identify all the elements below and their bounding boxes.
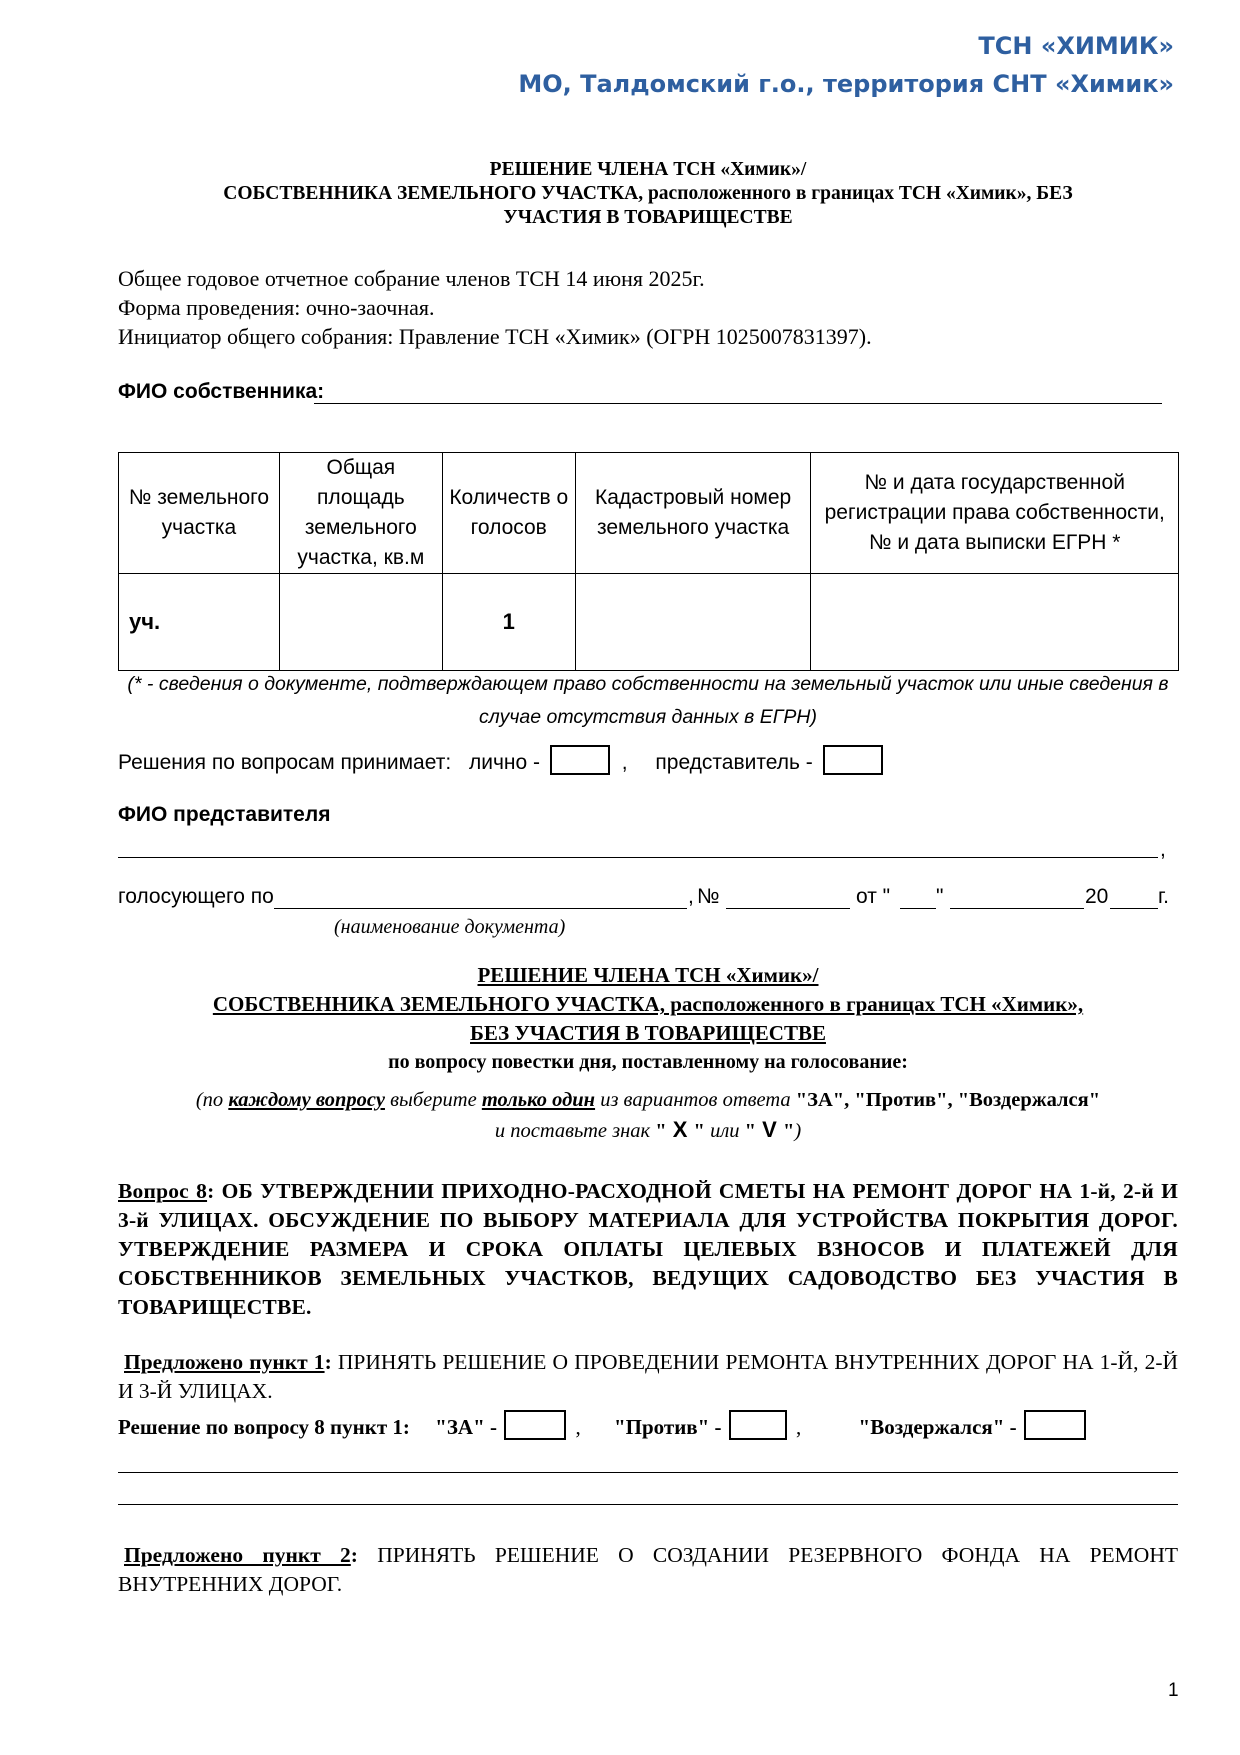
title-line: УЧАСТИЯ В ТОВАРИЩЕСТВЕ	[503, 207, 793, 228]
colon: :	[350, 1543, 358, 1567]
meeting-form: Форма проведения: очно-заочная.	[118, 295, 435, 320]
vote-for-checkbox[interactable]	[504, 1410, 566, 1440]
area-cell[interactable]	[279, 574, 442, 671]
meeting-info	[118, 264, 872, 351]
owner-name-label: ФИО собственника:	[118, 380, 325, 403]
instruction-text: или	[704, 1120, 745, 1142]
proposal-text: ПРИНЯТЬ РЕШЕНИЕ О СОЗДАНИИ РЕЗЕРВНОГО ФОНДА НА РЕМОНТ ВНУТРЕННИХ ДОРОГ.	[118, 1543, 1178, 1596]
registration-cell[interactable]	[811, 574, 1179, 671]
x-mark: X	[666, 1117, 694, 1142]
table-header-cell: № и дата государственной регистрации права собственности, № и дата выписки ЕГРН *	[811, 453, 1179, 574]
document-name-field[interactable]	[274, 908, 687, 909]
cadastral-number-cell[interactable]	[575, 574, 811, 671]
document-number-field[interactable]	[726, 908, 850, 909]
quote-mark: "	[936, 885, 944, 908]
meeting-date: Общее годовое отчетное собрание членов ТСН 14 июня 2025г.	[118, 266, 705, 291]
comment-line[interactable]	[118, 1472, 1178, 1473]
meeting-initiator: Инициатор общего собрания: Правление ТСН «Химик» (ОГРН 1025007831397).	[118, 324, 872, 349]
plot-number-cell[interactable]: уч.	[119, 574, 280, 671]
representative-label: представитель -	[655, 751, 813, 774]
vote-against-label: "Против" -	[613, 1415, 722, 1439]
organization-address: МО, Талдомский г.о., территория СНТ «Химик»	[518, 70, 1174, 98]
document-name-caption: (наименование документа)	[334, 916, 566, 938]
year-prefix: 20	[1085, 885, 1109, 908]
representative-name-field[interactable]	[118, 857, 1158, 858]
proposal-text: ПРИНЯТЬ РЕШЕНИЕ О ПРОВЕДЕНИИ РЕМОНТА ВНУТРЕННИХ ДОРОГ НА 1-Й, 2-Й И 3-Й УЛИЦАХ.	[118, 1350, 1179, 1403]
document-year-field[interactable]	[1110, 908, 1158, 909]
footnote-line: (* - сведения о документе, подтверждающем право собственности на земельный участок или иные сведения в	[127, 673, 1169, 695]
table-header-row	[119, 453, 1179, 574]
proposal-label: Предложено пункт 2	[124, 1543, 351, 1567]
vote-for-label: "ЗА" -	[435, 1415, 497, 1439]
quote-mark: "	[650, 1120, 667, 1142]
voting-instructions	[118, 1086, 1178, 1146]
page-number: 1	[1168, 1680, 1179, 1701]
quote-mark: "	[744, 1120, 757, 1142]
document-day-field[interactable]	[900, 908, 936, 909]
comma: ,	[796, 1415, 802, 1439]
comma: ,	[688, 885, 694, 908]
personal-label: лично -	[469, 751, 541, 774]
table-footnote	[118, 668, 1178, 734]
colon: :	[324, 1350, 332, 1374]
proposal-item-2	[118, 1541, 1178, 1599]
representative-checkbox[interactable]	[823, 745, 883, 775]
vote-abstain-checkbox[interactable]	[1024, 1410, 1086, 1440]
decision-label: Решение по вопросу 8 пункт 1:	[118, 1415, 410, 1439]
quote-mark: "	[782, 1120, 795, 1142]
quote-mark: "	[693, 1120, 705, 1142]
question-8	[118, 1177, 1178, 1322]
answer-options: "ЗА", "Против", "Воздержался"	[795, 1089, 1101, 1111]
organization-name: ТСН «ХИМИК»	[978, 32, 1174, 60]
question-text: : ОБ УТВЕРЖДЕНИИ ПРИХОДНО-РАСХОДНОЙ СМЕТЫ НА РЕМОНТ ДОРОГ НА 1-й, 2-й И 3-й УЛИЦАХ. ОБСУЖДЕНИЕ ПО ВЫБОРУ МАТЕРИАЛА ДЛЯ УСТРОЙСТВА ПОКРЫТИЯ ДОРОГ. УТВЕРЖДЕНИЕ РАЗМЕРА И СРОКА ОПЛАТЫ ЦЕЛЕВЫХ ВЗНОСОВ И ПЛАТЕЖЕЙ ДЛЯ СОБСТВЕННИКОВ ЗЕМЕЛЬНЫХ УЧАСТКОВ, ВЕДУЩИХ САДОВОДСТВО БЕЗ УЧАСТИЯ В ТОВАРИЩЕСТВЕ.	[118, 1179, 1179, 1319]
instruction-text: (по	[195, 1089, 229, 1111]
votes-cell: 1	[442, 574, 575, 671]
title-line: СОБСТВЕННИКА ЗЕМЕЛЬНОГО УЧАСТКА, расположенного в границах ТСН «Химик»,	[212, 992, 1084, 1016]
personal-checkbox[interactable]	[550, 745, 610, 775]
decision-title	[118, 961, 1178, 1077]
instruction-text: из вариантов ответа	[595, 1089, 796, 1111]
instruction-text: выберите	[384, 1089, 482, 1111]
vote-against-checkbox[interactable]	[729, 1410, 787, 1440]
decision-row-item-1	[118, 1410, 1180, 1442]
number-sign: №	[697, 885, 720, 908]
land-plot-table	[118, 452, 1179, 671]
voting-by-label: голосующего по	[118, 885, 274, 908]
proposal-item-1	[118, 1348, 1178, 1406]
table-header-cell: Кадастровый номер земельного участка	[575, 453, 811, 574]
title-line: по вопросу повестки дня, поставленному на голосование:	[388, 1051, 908, 1073]
decision-mode-row	[118, 745, 883, 778]
instruction-text: и поставьте знак	[494, 1120, 651, 1142]
instruction-text: )	[794, 1120, 802, 1142]
comma: ,	[621, 751, 628, 774]
vote-abstain-label: "Воздержался" -	[858, 1415, 1017, 1439]
document-month-field[interactable]	[950, 908, 1084, 909]
document-title	[118, 158, 1178, 230]
table-row	[119, 574, 1179, 671]
footnote-line: случае отсутствия данных в ЕГРН)	[479, 706, 817, 728]
title-line: СОБСТВЕННИКА ЗЕМЕЛЬНОГО УЧАСТКА, расположенного в границах ТСН «Химик», БЕЗ	[223, 183, 1073, 204]
v-mark: V	[756, 1117, 783, 1142]
date-from-label: от "	[856, 885, 891, 908]
comma: ,	[575, 1415, 581, 1439]
table-header-cell: Общая площадь земельного участка, кв.м	[279, 453, 442, 574]
title-line: БЕЗ УЧАСТИЯ В ТОВАРИЩЕСТВЕ	[470, 1021, 826, 1045]
instruction-emphasis: только один	[481, 1089, 596, 1111]
table-header-cell: Количеств о голосов	[442, 453, 575, 574]
instruction-emphasis: каждому вопросу	[228, 1089, 385, 1111]
title-line: РЕШЕНИЕ ЧЛЕНА ТСН «Химик»/	[477, 963, 819, 987]
table-header-cell: № земельного участка	[119, 453, 280, 574]
question-label: Вопрос 8	[118, 1179, 208, 1203]
decision-mode-label: Решения по вопросам принимает:	[118, 751, 452, 774]
comma: ,	[1160, 838, 1166, 861]
representative-name-label: ФИО представителя	[118, 803, 331, 826]
comment-line[interactable]	[118, 1504, 1178, 1505]
title-line: РЕШЕНИЕ ЧЛЕНА ТСН «Химик»/	[489, 159, 807, 180]
proposal-label: Предложено пункт 1	[124, 1350, 325, 1374]
year-suffix: г.	[1158, 885, 1169, 908]
owner-name-field[interactable]	[314, 403, 1162, 404]
